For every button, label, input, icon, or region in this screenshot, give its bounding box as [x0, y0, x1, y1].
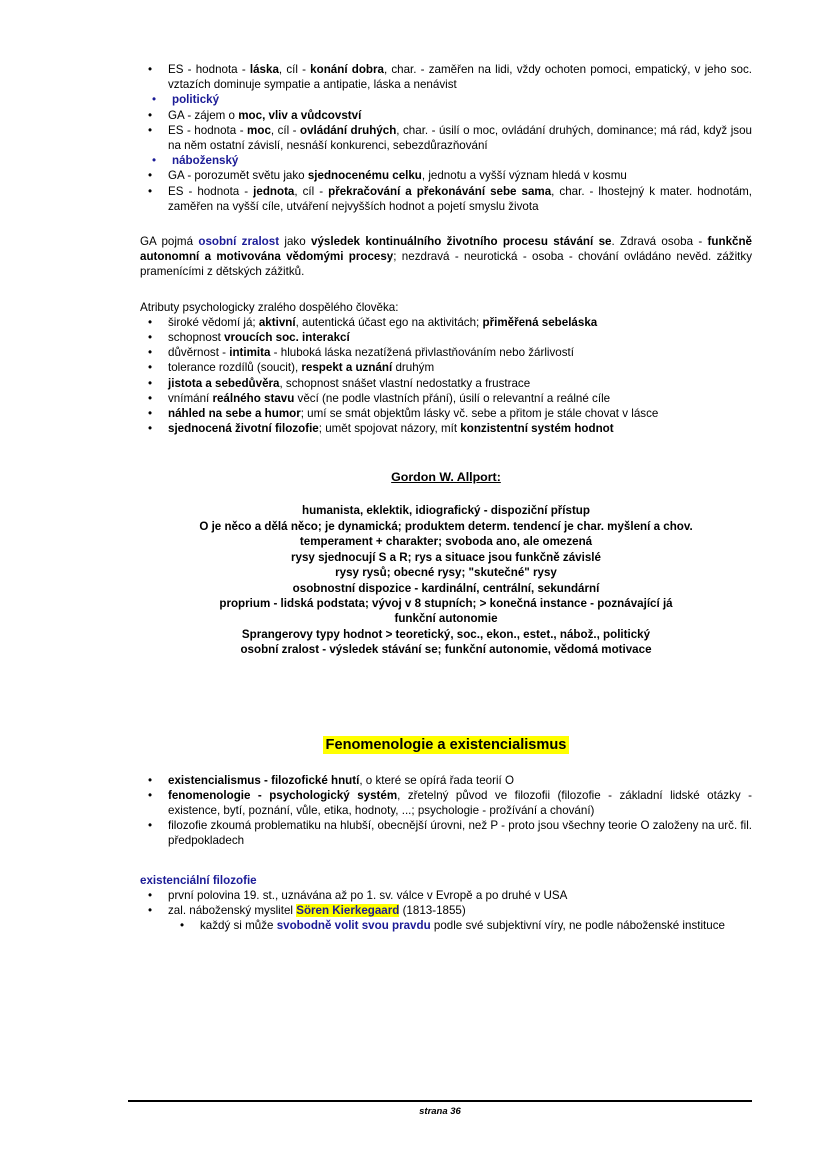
nabozensky-ga-rest: , jednotu a vyšší význam hledá v kosmu [421, 169, 627, 183]
kierkegaard-highlight: Sören Kierkegaard [296, 903, 400, 917]
list-item [140, 903, 752, 918]
attr-p1: důvěrnost - [168, 346, 230, 360]
values-type-list [140, 62, 752, 92]
nabozensky-es-bold-2: překračování a překonávání sebe sama [328, 184, 552, 198]
list-item [140, 376, 752, 391]
bullet-icon: • [148, 346, 153, 360]
list-item [140, 421, 752, 436]
spacer [140, 280, 752, 300]
maturity-p4: ; nezdravá - neurotická - osoba - chování ovládáno nevěd. zážitky pramenícími z dětských zážitků. [140, 250, 752, 279]
existential-philosophy-list [140, 888, 752, 918]
list-item [140, 345, 752, 360]
attr-p1: tolerance rozdílů (soucit), [168, 361, 302, 375]
maturity-paragraph [140, 234, 752, 280]
exphil-item1-text: první polovina 19. st., uznávána až po 1. sv. válce v Evropě a po druhé v USA [168, 888, 568, 902]
phen-p1: , o které se opírá řada teorií O [359, 773, 515, 787]
allport-line: proprium - lidská podstata; vývoj v 8 stupních; > konečná instance - poznávající já [219, 596, 673, 610]
bullet-icon: • [148, 169, 153, 183]
attr-p1: schopnost [168, 331, 225, 345]
maturity-p3: . Zdravá osoba - [611, 235, 708, 249]
phen-p1: filozofie zkoumá problematiku na hlubší, obecnější úrovni, než P - proto jsou všechny teorie O založeny na urč. fil. předpokladech [168, 819, 752, 848]
allport-line: Sprangerovy typy hodnot > teoretický, soc., ekon., estet., nábož., politický [241, 627, 651, 641]
spacer [140, 484, 752, 503]
bullet-icon: • [148, 819, 153, 833]
attr-p1: široké vědomí já; [168, 315, 259, 329]
attr-b1: náhled na sebe a humor [168, 407, 301, 421]
phenomenology-title-text: Fenomenologie a existencialismus [323, 736, 570, 754]
bullet-icon: • [148, 376, 153, 390]
maturity-bold-1: výsledek kontinuálního životního procesu stávání se [311, 235, 612, 249]
allport-line: funkční autonomie [394, 612, 498, 626]
exphil-sub-blue: svobodně volit svou pravdu [276, 919, 431, 933]
allport-line: O je něco a dělá něco; je dynamická; produktem determ. tendencí je char. myšlení a chov. [199, 519, 693, 533]
bullet-icon: • [148, 888, 153, 902]
politicky-label: politický [172, 93, 220, 107]
list-item-nabozensky-ga [140, 168, 752, 183]
page-content [140, 62, 752, 933]
attr-b1: sjednocená životní filozofie [168, 422, 319, 436]
attr-b1: vroucích soc. interakcí [224, 331, 350, 345]
attr-b1: reálného stavu [212, 391, 295, 405]
bullet-icon: • [148, 108, 153, 122]
existential-philosophy-sublist [140, 918, 752, 933]
attr-p2: - hluboká láska nezatížená přivlastňováním nebo žárlivostí [270, 346, 574, 360]
page-footer: strana 36 [419, 1106, 461, 1117]
exphil-sub-p1: každý si může [200, 919, 277, 933]
attr-b1: intimita [229, 346, 271, 360]
allport-summary-title: Gordon W. Allport: [391, 470, 501, 485]
attr-p2: , schopnost snášet vlastní nedostatky a frustrace [279, 376, 531, 390]
maturity-blue-term: osobní zralost [198, 235, 280, 249]
phen-b1: fenomenologie - psychologický systém [168, 788, 398, 802]
attr-p2: druhým [392, 361, 435, 375]
bullet-icon: • [180, 919, 185, 933]
attr-p2: , autentická účast ego na aktivitách; [295, 315, 483, 329]
allport-line: rysy sjednocují S a R; rys a situace jsou funkčně závislé [291, 550, 601, 564]
spacer [140, 658, 752, 736]
eticky-es-lead: ES - hodnota - [168, 63, 250, 76]
list-item [140, 888, 752, 903]
attr-p1: vnímání [168, 391, 213, 405]
politicky-group [140, 92, 752, 107]
list-item [140, 406, 752, 421]
allport-line: osobnostní dispozice - kardinální, centrální, sekundární [292, 581, 600, 595]
list-item [140, 315, 752, 330]
allport-line: humanista, eklektik, idiografický - dispoziční přístup [302, 504, 590, 518]
politicky-es-mid-1: , cíl - [270, 123, 301, 137]
attributes-list [140, 315, 752, 437]
politicky-es-bold-2: ovládání druhých [300, 123, 397, 137]
politicky-ga-bold: moc, vliv a vůdcovství [238, 108, 362, 122]
bullet-icon: • [148, 63, 153, 76]
maturity-p1: GA pojmá [140, 235, 199, 249]
bullet-icon: • [152, 93, 157, 107]
politicky-sublist [140, 108, 752, 154]
attr-b1: aktivní [258, 315, 296, 329]
nabozensky-ga-bold: sjednocenému celku [307, 169, 422, 183]
attr-b1: jistota a sebedůvěra [168, 376, 280, 390]
list-item-eticky-es [140, 62, 752, 92]
eticky-es-bold-2: konání dobra [310, 63, 384, 76]
allport-line: temperament + charakter; svoboda ano, ale omezená [299, 535, 593, 549]
list-item-politicky [140, 92, 752, 107]
spacer [140, 436, 752, 470]
list-item-politicky-es [140, 123, 752, 153]
bullet-icon: • [152, 154, 157, 168]
list-item-politicky-ga [140, 108, 752, 123]
nabozensky-es-lead: ES - hodnota - [168, 184, 254, 198]
list-item [140, 773, 752, 788]
nabozensky-es-mid-1: , cíl - [294, 184, 329, 198]
attr-b2: konzistentní systém hodnot [460, 422, 614, 436]
exphil-item2-p2: (1813-1855) [399, 903, 466, 917]
list-item [140, 360, 752, 375]
maturity-bold-2: funkčně autonomní a motivována vědomými procesy [140, 235, 752, 264]
eticky-es-bold-1: láska [249, 63, 279, 76]
bullet-icon: • [148, 788, 153, 802]
list-item [140, 918, 752, 933]
list-item-nabozensky [140, 153, 752, 168]
list-item [140, 330, 752, 345]
bullet-icon: • [148, 331, 153, 345]
exphil-sub-p2: podle své subjektivní víry, ne podle náboženské instituce [430, 919, 725, 933]
bullet-icon: • [148, 184, 153, 198]
attr-b1: respekt a uznání [301, 361, 393, 375]
nabozensky-es-rest: , char. - lhostejný k mater. hodnotám, zaměřen na vyšší cíle, utváření nejvyšších hodnot a pojetí smyslu života [168, 184, 753, 213]
bullet-icon: • [148, 773, 153, 787]
politicky-es-rest: , char. - úsilí o moc, ovládání druhých, dominance; má rád, když jsou na něm ostatní závislí, nesnáší konkurenci, sebezdůrazňování [168, 123, 752, 153]
nabozensky-es-bold-1: jednota [253, 184, 295, 198]
nabozensky-label: náboženský [172, 154, 239, 168]
spacer [140, 849, 752, 873]
politicky-ga-lead: GA - zájem o [168, 108, 239, 122]
allport-line: osobní zralost - výsledek stávání se; funkční autonomie, vědomá motivace [240, 643, 652, 657]
list-item [140, 391, 752, 406]
bullet-icon: • [148, 903, 153, 917]
eticky-es-mid-1: , cíl - [278, 63, 311, 76]
phen-p1: , zřetelný původ ve filozofii (filozofie - základní lidské otázky - existence, bytí, poznání, vůle, etika, hodnoty, ...; psychologie - prožívání a chování) [168, 788, 752, 817]
nabozensky-ga-lead: GA - porozumět světu jako [168, 169, 308, 183]
list-item [140, 788, 752, 818]
exphil-item2-p1: zal. náboženský myslitel [168, 903, 297, 917]
politicky-es-lead: ES - hodnota - [168, 123, 248, 137]
list-item-nabozensky-es [140, 184, 752, 214]
allport-line: rysy rysů; obecné rysy; "skutečné" rysy [335, 566, 557, 580]
nabozensky-sublist [140, 168, 752, 214]
existential-philosophy-heading: existenciální filozofie [140, 873, 257, 887]
attr-b2: přiměřená sebeláska [482, 315, 598, 329]
nabozensky-group [140, 153, 752, 168]
bullet-icon: • [148, 407, 153, 421]
attributes-heading: Atributy psychologicky zralého dospělého člověka: [140, 300, 399, 314]
bullet-icon: • [148, 361, 153, 375]
phenomenology-list [140, 773, 752, 849]
bullet-icon: • [148, 315, 153, 329]
allport-summary-block [140, 503, 752, 657]
maturity-p2: jako [279, 235, 311, 249]
eticky-es-rest: , char. - zaměřen na lidi, vždy ochoten pomoci, empatický, v jeho soc. vztazích dominuje sympatie a antipatie, láska a nenávist [168, 63, 752, 92]
list-item [140, 818, 752, 848]
phenomenology-title [140, 736, 752, 754]
bullet-icon: • [148, 422, 153, 436]
bullet-icon: • [148, 123, 153, 137]
spacer [140, 214, 752, 234]
spacer [140, 754, 752, 773]
attr-p2: ; umět spojovat názory, mít [318, 422, 461, 436]
attr-p2: ; umí se smát objektům lásky vč. sebe a přitom je stále chovat v lásce [300, 407, 659, 421]
attr-p2: věcí (ne podle vlastních přání), úsilí o relevantní a reálné cíle [294, 391, 611, 405]
politicky-es-bold-1: moc [247, 123, 271, 137]
bullet-icon: • [148, 391, 153, 405]
phen-b1: existencialismus - filozofické hnutí [168, 773, 360, 787]
footer-divider [128, 1100, 752, 1102]
